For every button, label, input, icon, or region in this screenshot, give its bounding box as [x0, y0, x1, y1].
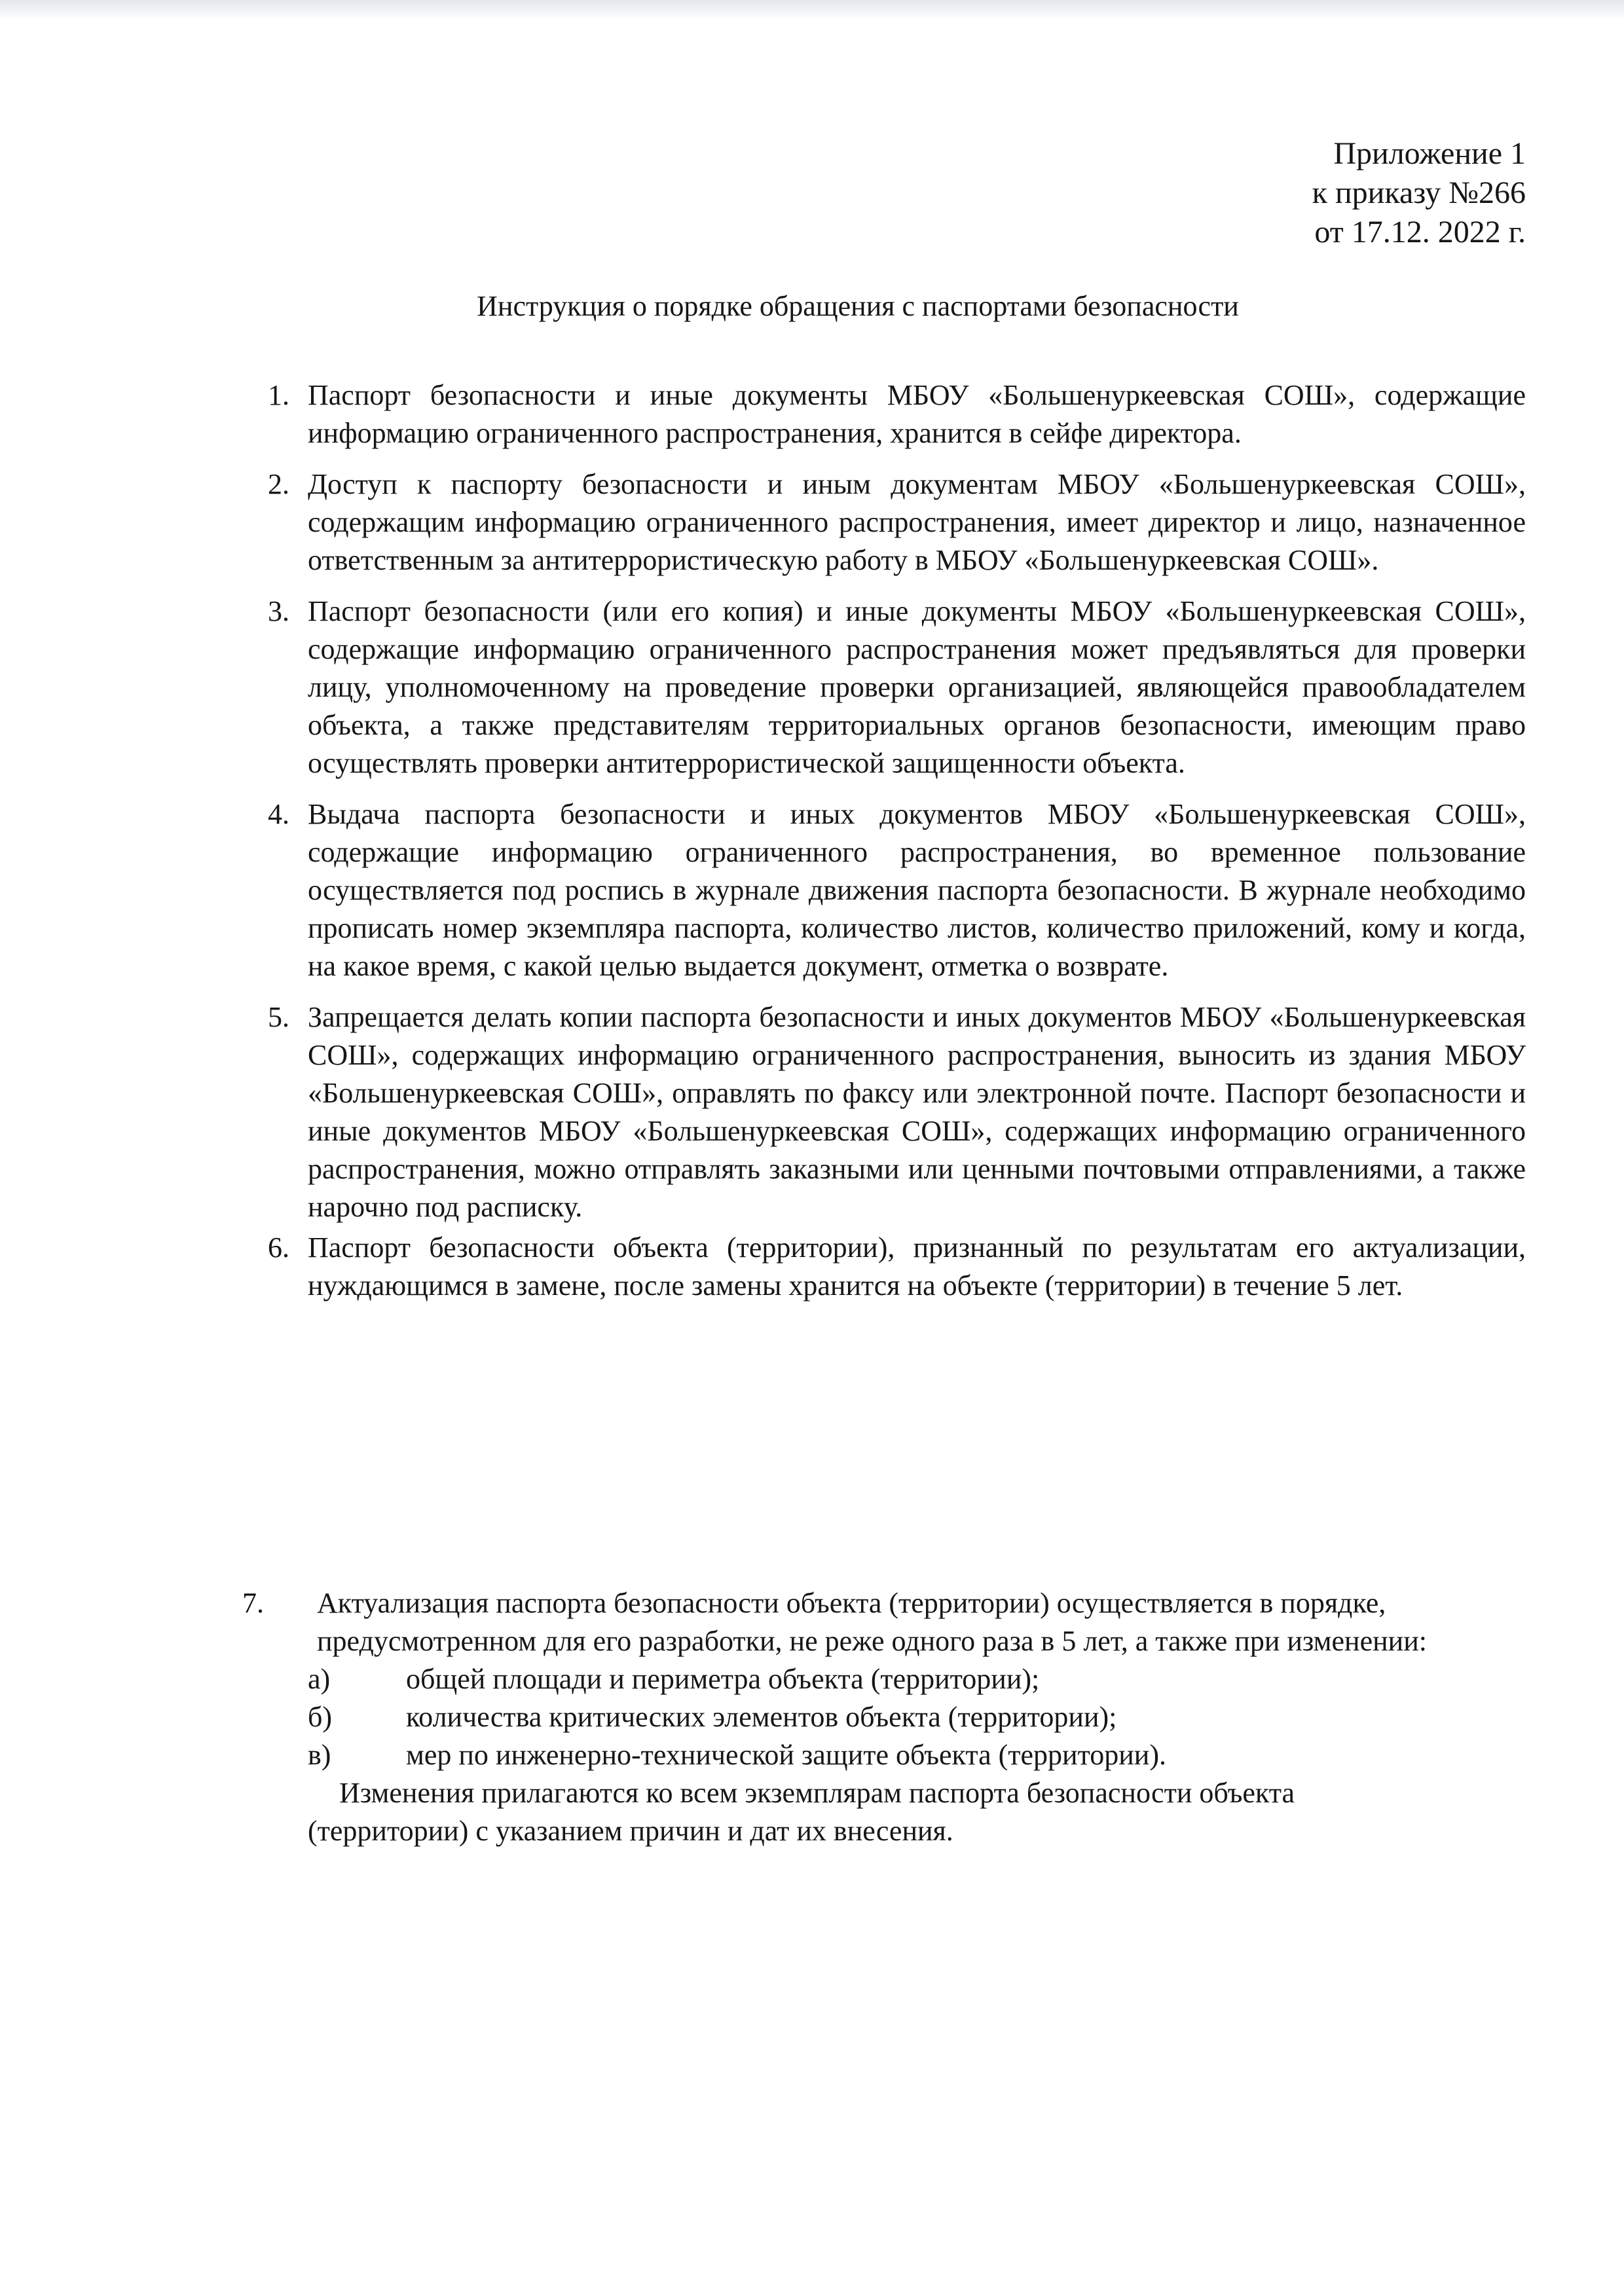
- item-text: Паспорт безопасности (или его копия) и иные документы МБОУ «Большенуркеевская СОШ», содержащие информацию ограниченного распространения может предъявляться для проверки лицу, уполномоченному на проведение проверки организацией, являющейся правообладателем объекта, а также представителям территориальных органов безопасности, имеющим право осуществлять проверки антитеррористической защищенности объекта.: [308, 595, 1526, 779]
- order-number-line: к приказу №266: [1312, 175, 1526, 210]
- scan-edge: [0, 0, 1624, 20]
- item-text: Выдача паспорта безопасности и иных документов МБОУ «Большенуркеевская СОШ», содержащие информацию ограниченного распространения, во временное пользование осуществляется под роспись в журнале движения паспорта безопасности. В журнале необходимо прописать номер экземпляра паспорта, количество листов, количество приложений, кому и когда, на какое время, с какой целью выдается документ, отметка о возврате.: [308, 798, 1526, 982]
- item-number: 6.: [268, 1231, 289, 1264]
- list-item: [249, 465, 1526, 579]
- closing-paragraph: [308, 1774, 1454, 1850]
- sub-item: [308, 1660, 1454, 1698]
- sub-item: [308, 1698, 1454, 1736]
- sub-item-text: количества критических элементов объекта (территории);: [406, 1701, 1117, 1733]
- item-text: Актуализация паспорта безопасности объекта (территории) осуществляется в порядке, предусмотренном для его разработки, не реже одного раза в 5 лет, а также при изменении:: [317, 1587, 1427, 1657]
- item-number: 1.: [268, 379, 289, 411]
- list-item: [249, 998, 1526, 1226]
- document-title: Инструкция о порядке обращения с паспортами безопасности: [477, 290, 1239, 322]
- instruction-list: [249, 376, 1526, 1305]
- item-number: 3.: [268, 595, 289, 627]
- sub-item-letter: в): [308, 1739, 331, 1771]
- sub-item: [308, 1736, 1454, 1774]
- sub-item-text: общей площади и периметра объекта (территории);: [406, 1663, 1040, 1695]
- list-item: [249, 1229, 1526, 1305]
- closing-text: Изменения прилагаются ко всем экземплярам паспорта безопасности объекта (территории) с указанием причин и дат их внесения.: [308, 1777, 1295, 1847]
- item-number: 4.: [268, 798, 289, 830]
- item-number: 7.: [242, 1587, 264, 1619]
- list-item: [249, 795, 1526, 985]
- list-item-7: [242, 1584, 1454, 1850]
- list-item: [249, 376, 1526, 452]
- list-item: [249, 592, 1526, 782]
- item-text: Доступ к паспорту безопасности и иным документам МБОУ «Большенуркеевская СОШ», содержащим информацию ограниченного распространения, имеет директор и лицо, назначенное ответственным за антитеррористическую работу в МБОУ «Большенуркеевская СОШ».: [308, 468, 1526, 576]
- sub-item-letter: а): [308, 1663, 331, 1695]
- item-number: 5.: [268, 1001, 289, 1033]
- item-text: Паспорт безопасности и иные документы МБОУ «Большенуркеевская СОШ», содержащие информацию ограниченного распространения, хранится в сейфе директора.: [308, 379, 1526, 449]
- item-text: Паспорт безопасности объекта (территории), признанный по результатам его актуализации, нуждающимся в замене, после замены хранится на объекте (территории) в течение 5 лет.: [308, 1231, 1526, 1302]
- order-date-line: от 17.12. 2022 г.: [1314, 215, 1526, 249]
- item-number: 2.: [268, 468, 289, 500]
- appendix-line: Приложение 1: [1333, 136, 1526, 171]
- sub-item-letter: б): [308, 1701, 333, 1733]
- item-text: Запрещается делать копии паспорта безопасности и иных документов МБОУ «Большенуркеевская СОШ», содержащих информацию ограниченного распространения, выносить из здания МБОУ «Большенуркеевская СОШ», оправлять по факсу или электронной почте. Паспорт безопасности и иные документов МБОУ «Большенуркеевская СОШ», содержащих информацию ограниченного распространения, можно отправлять заказными или ценными почтовыми отправлениями, а также нарочно под расписку.: [308, 1001, 1526, 1223]
- sub-item-text: мер по инженерно-технической защите объекта (территории).: [406, 1739, 1166, 1771]
- appendix-header: [1312, 134, 1526, 252]
